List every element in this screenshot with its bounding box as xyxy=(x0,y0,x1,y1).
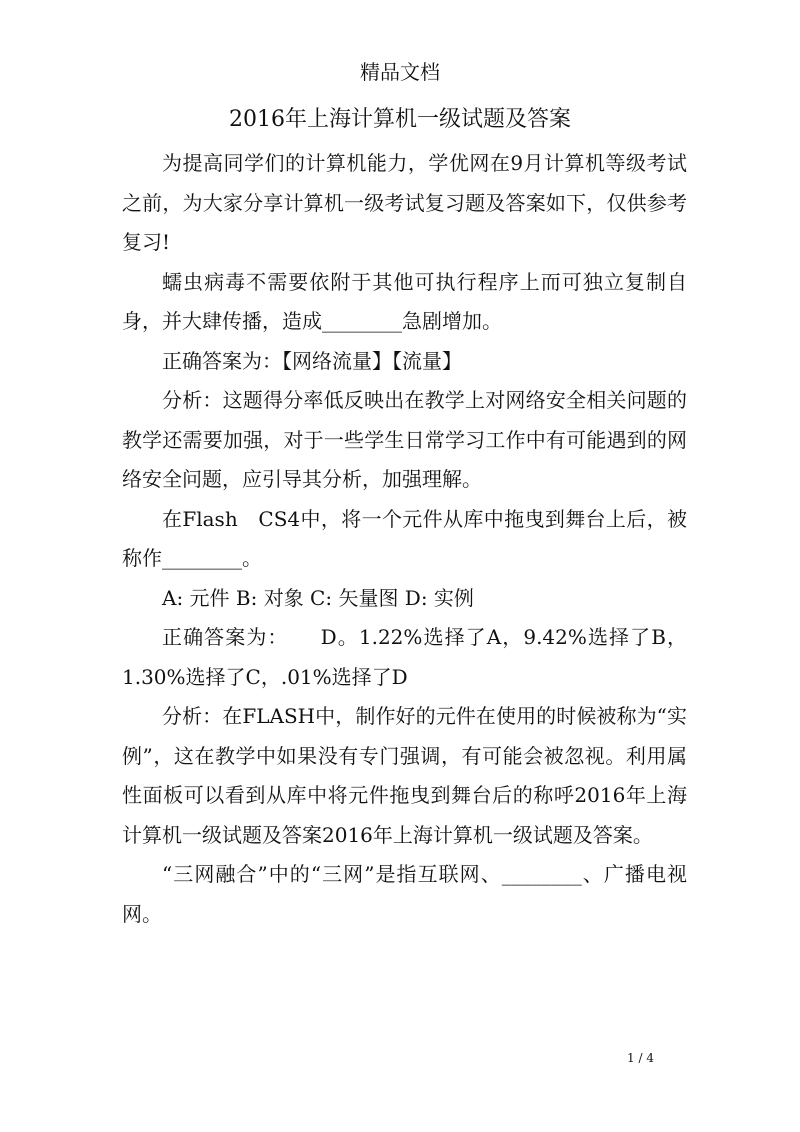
paragraph-intro: 为提高同学们的计算机能力，学优网在9月计算机等级考试之前，为大家分享计算机一级考试复习题及答案如下，仅供参考复习! xyxy=(122,151,687,254)
paragraph-question-2: 在Flash CS4中，将一个元件从库中拖曳到舞台上后，被称作________。 xyxy=(122,506,687,570)
document-title: 2016年上海计算机一级试题及答案 xyxy=(229,107,571,132)
paragraph-analysis-1: 分析：这题得分率低反映出在教学上对网络安全相关问题的教学还需要加强，对于一些学生日常学习工作中有可能遇到的网络安全问题，应引导其分析，加强理解。 xyxy=(122,388,687,491)
page-header: 精品文档 xyxy=(360,60,440,84)
paragraph-options-2: A: 元件 B: 对象 C: 矢量图 D: 实例 xyxy=(162,585,474,610)
page-number: 1 / 4 xyxy=(627,1051,654,1065)
paragraph-question-3: “三网融合”中的“三网”是指互联网、________、广播电视网。 xyxy=(122,862,687,926)
paragraph-answer-2: 正确答案为： D。1.22%选择了A，9.42%选择了B，1.30%选择了C，.01%选择了D xyxy=(122,625,687,689)
paragraph-analysis-2: 分析：在FLASH中，制作好的元件在使用的时候被称为“实例”，这在教学中如果没有专门强调，有可能会被忽视。利用属性面板可以看到从库中将元件拖曳到舞台后的称呼2016年上海计算机一级试题及答案2016年上海计算机一级试题及答案。 xyxy=(122,704,687,847)
paragraph-question-1: 蠕虫病毒不需要依附于其他可执行程序上而可独立复制自身，并大肆传播，造成________急剧增加。 xyxy=(122,269,687,333)
document-body xyxy=(122,144,687,934)
paragraph-answer-1: 正确答案为：【网络流量】【流量】 xyxy=(162,348,462,373)
